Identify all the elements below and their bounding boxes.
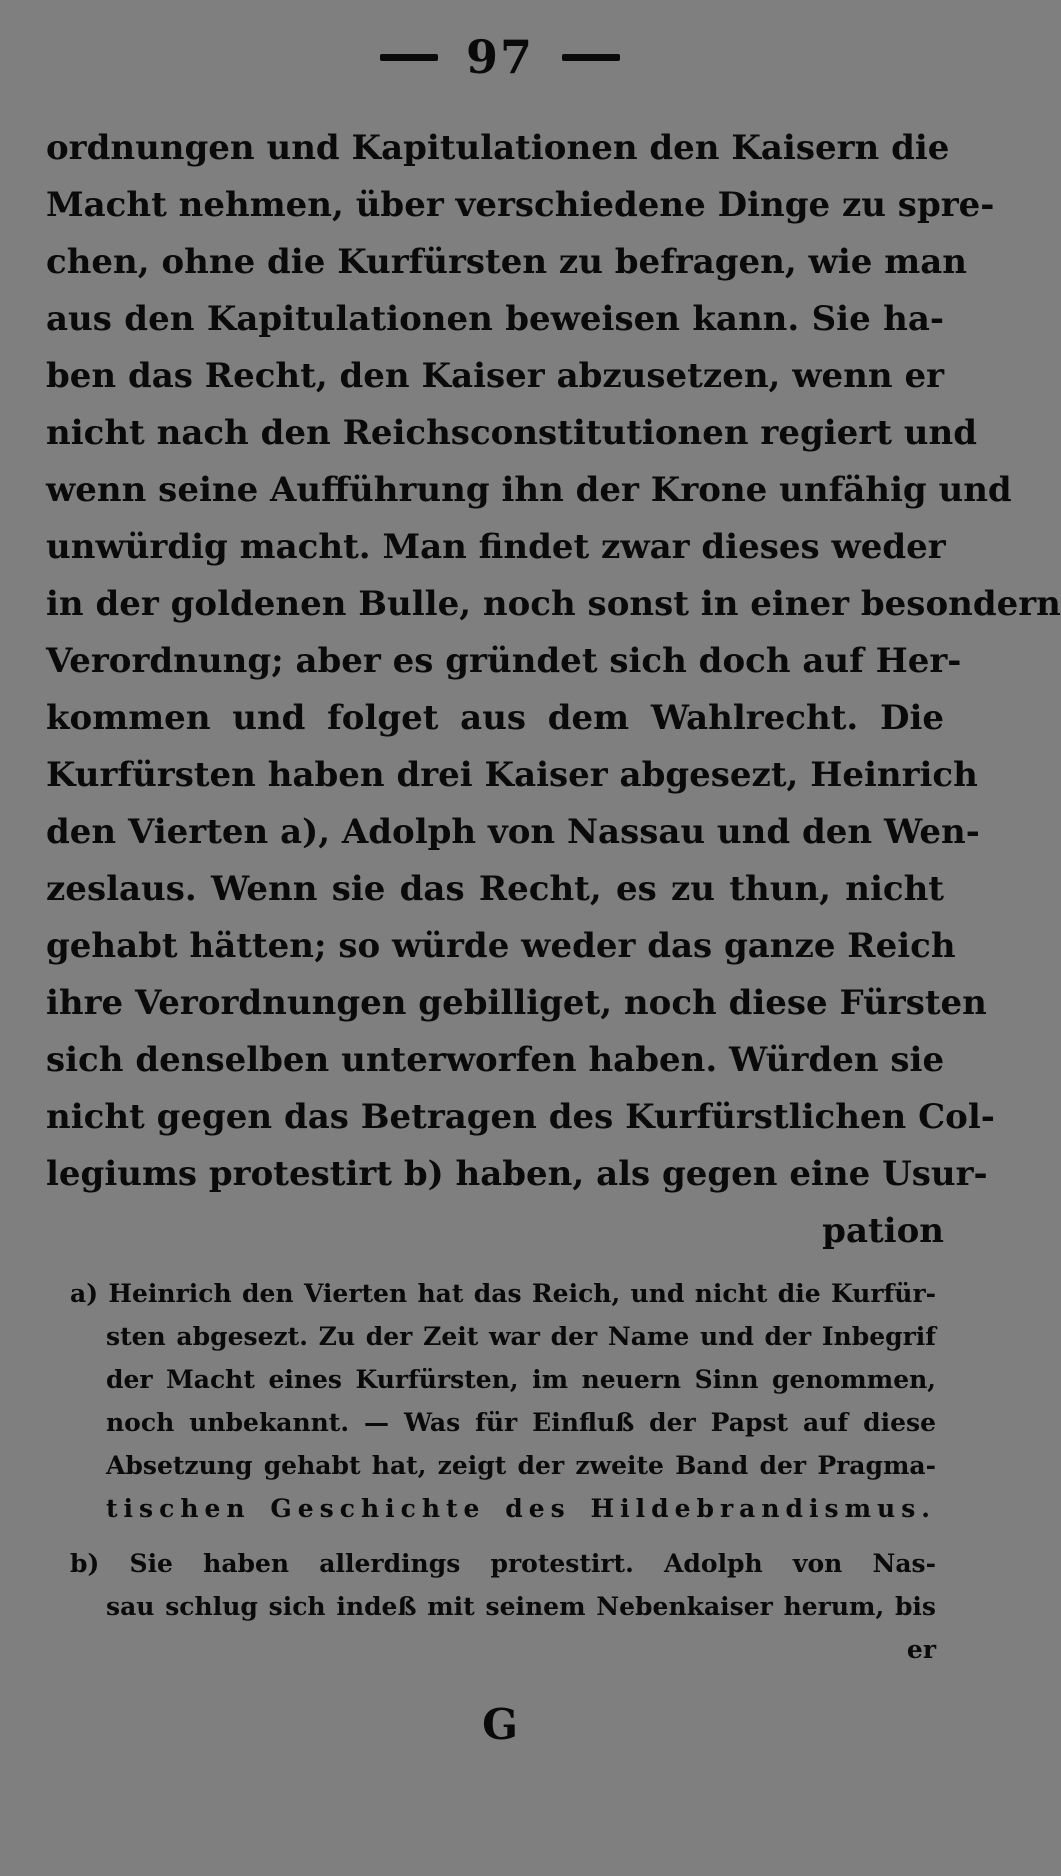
signature-mark: G [482,1700,518,1749]
main-text-block [46,120,1061,1260]
page-number: 97 [465,30,534,84]
text-line: zeslaus. Wenn sie das Recht, es zu thun, nicht [46,869,944,909]
footnote-line: sau schlug sich indeß mit seinem Nebenkaiser herum, bis [106,1592,936,1621]
footnote-catchword: er [906,1635,936,1664]
text-line: kommen und folget aus dem Wahlrecht. Die [46,698,944,738]
footnote-line: Absetzung gehabt hat, zeigt der zweite Band der Pragma- [106,1451,936,1480]
page-header [0,22,1000,92]
footnote-line: b) Sie haben allerdings protestirt. Adolph von Nas- [70,1549,936,1578]
text-line: in der goldenen Bulle, noch sonst in einer besondern [46,584,1061,624]
text-line: den Vierten a), Adolph von Nassau und den Wen- [46,812,980,852]
footnote-line: tischen Geschichte des Hildebrandismus. [106,1494,936,1523]
text-line: ben das Recht, den Kaiser abzusetzen, wenn er [46,356,944,396]
header-dash-right [562,54,620,61]
text-line: nicht gegen das Betragen des Kurfürstlichen Col- [46,1097,995,1137]
footnote-line: sten abgesezt. Zu der Zeit war der Name und der Inbegrif [106,1322,936,1351]
footnote-line: der Macht eines Kurfürsten, im neuern Sinn genommen, [106,1365,936,1394]
text-line: Kurfürsten haben drei Kaiser abgesezt, Heinrich [46,755,978,795]
text-line: ordnungen und Kapitulationen den Kaisern die [46,128,950,168]
text-line: wenn seine Aufführung ihn der Krone unfähig und [46,470,1012,510]
header-dash-left [380,54,438,61]
text-line: gehabt hätten; so würde weder das ganze Reich [46,926,956,966]
footnote-line: noch unbekannt. — Was für Einfluß der Papst auf diese [106,1408,936,1437]
text-line: aus den Kapitulationen beweisen kann. Sie ha- [46,299,944,339]
text-line: nicht nach den Reichsconstitutionen regiert und [46,413,977,453]
text-line: legiums protestirt b) haben, als gegen eine Usur- [46,1154,988,1194]
footnote-b [70,1542,936,1671]
text-line: sich denselben unterworfen haben. Würden sie [46,1040,945,1080]
text-line: chen, ohne die Kurfürsten zu befragen, wie man [46,242,967,282]
text-line: ihre Verordnungen gebilliget, noch diese Fürsten [46,983,987,1023]
footnote-a [70,1272,936,1530]
text-line: unwürdig macht. Man findet zwar dieses weder [46,527,946,567]
catchword: pation [822,1211,944,1251]
footnotes [70,1272,936,1671]
text-line: Verordnung; aber es gründet sich doch auf Her- [46,641,962,681]
text-line: Macht nehmen, über verschiedene Dinge zu spre- [46,185,995,225]
footnote-line: a) Heinrich den Vierten hat das Reich, und nicht die Kurfür- [70,1279,936,1308]
